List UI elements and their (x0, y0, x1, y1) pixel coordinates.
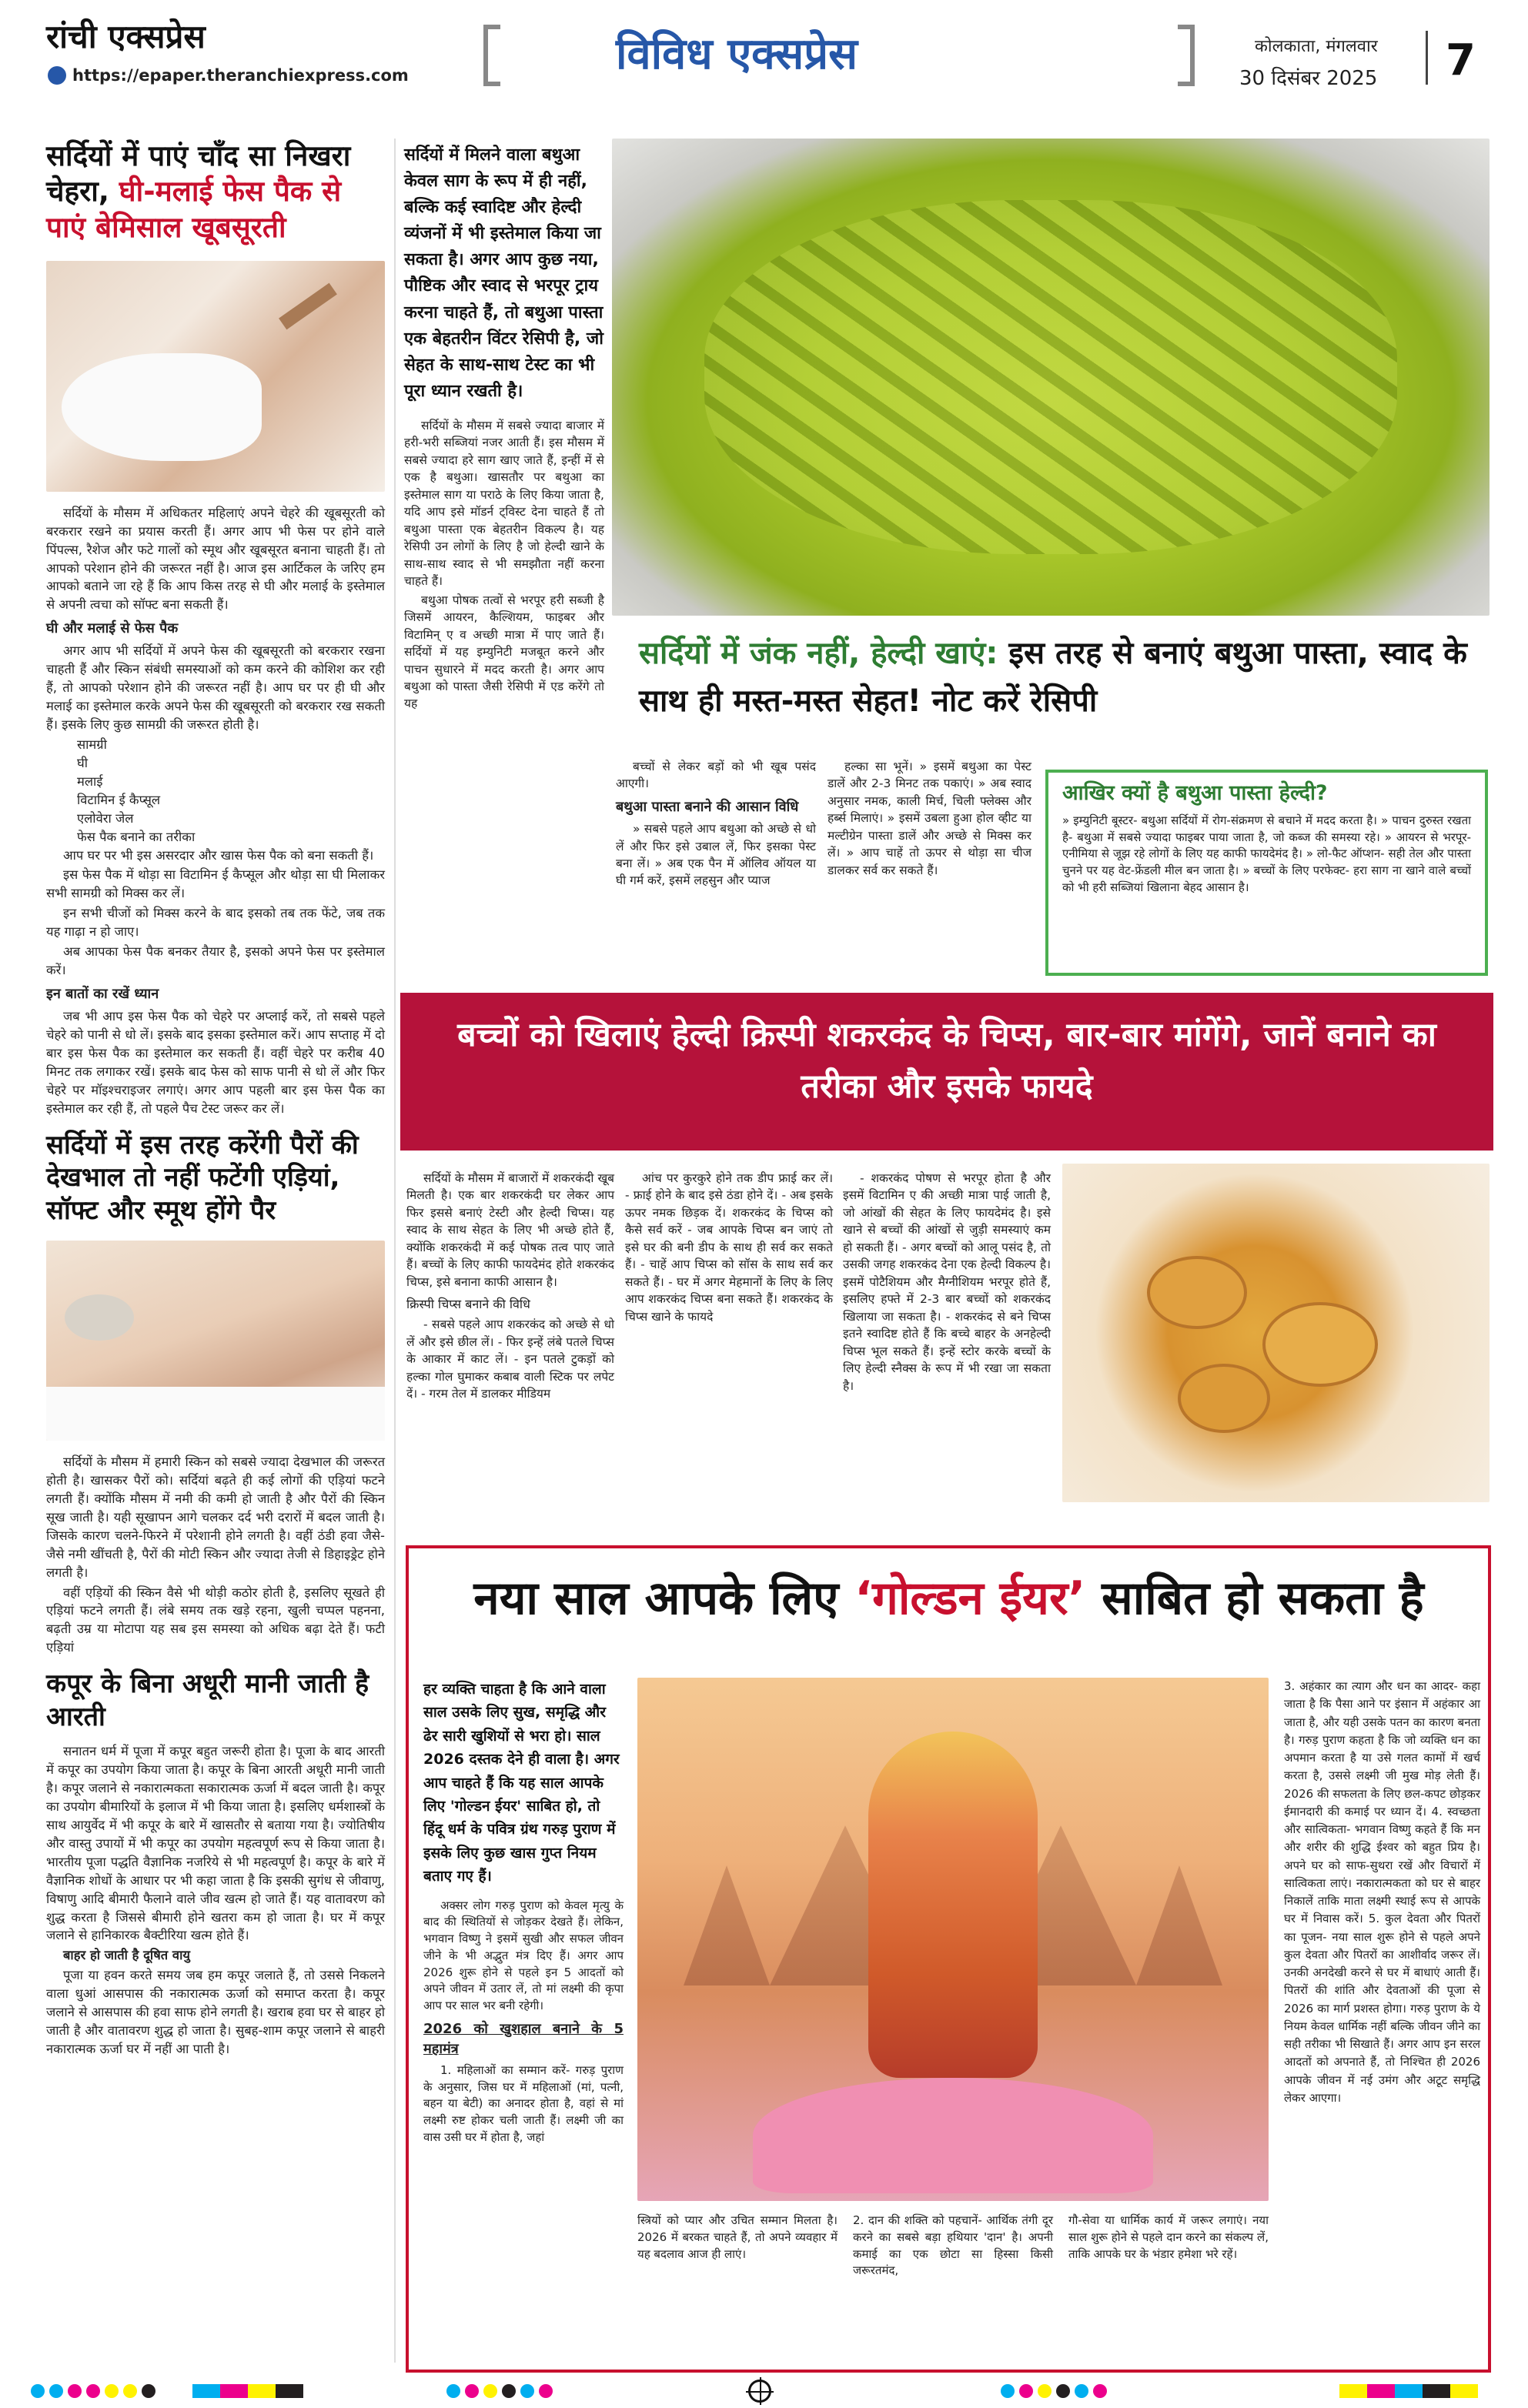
chips-col1-sub: क्रिस्पी चिप्स बनाने की विधि (406, 1297, 530, 1312)
ingredient-item: विटामिन ई कैप्सूल (77, 792, 161, 807)
feet-photo-stones (65, 1294, 134, 1341)
chips-col3-para: - शकरकंद पोषण से भरपूर होता है और इसमें विटामिन ए की अच्छी मात्रा पाई जाती है, जो आंखों की सेहत के लिए फायदेमंद है। इसे खाने से बच्चों की आंखों से जुड़ी समस्याएं कम हो सकती हैं। - अगर बच्चों को आलू पसंद है, तो उसकी जगह शकरकंद देना एक हेल्दी विकल्प है। इसमें पोटैशियम और मैग्नीशियम भरपूर होते हैं, इसलिए हफ्ते में 2-3 बार बच्चों को शकरकंद खिलाया जा सकता है। - शकरकंद से बने चिप्स इतने स्वादिष्ट होते हैं कि बच्चे बाहर के अनहेल्दी चिप्स भूल सकते हैं। इन्हें स्टोर करके बच्चों के लिए हेल्दी स्नैक्स के रूप में भी रखा जा सकता है। (843, 1171, 1051, 1393)
ingredient-item: एलोवेरा जेल (77, 810, 134, 826)
page-divider (1426, 31, 1428, 85)
kapoor-body (46, 1742, 385, 2059)
lakshmi-photo (637, 1678, 1269, 2201)
bathua-lead: सर्दियों में मिलने वाला बथुआ केवल साग के रूप में ही नहीं, बल्कि कई स्वादिष्ट और हेल्दी व्यंजनों में भी इस्तेमाल किया जा सकता है। अगर आप कुछ नया, पौष्टिक और स्वाद से भरपूर ट्राय करना चाहते हैं, तो बथुआ पास्ता एक बेहतरीन विंटर रेसिपी है, जो सेहत के साथ-साथ टेस्ट का भी पूरा ध्यान रखती है। (404, 145, 604, 401)
face-pack-ingredients (46, 736, 385, 847)
new-year-left-column (423, 1678, 624, 2148)
ingredient-item: फेस पैक बनाने का तरीका (77, 829, 196, 844)
chips-col2-para: आंच पर कुरकुरे होने तक डीप फ्राई कर लें। - फ्राई होने के बाद इसे ठंडा होने दें। - अब इसके ऊपर नमक छिड़क दें। शकरकंद के चिप्स को कैसे सर्व करें - जब आपके चिप्स बन जाएं तो इसे घर की बनी डीप के साथ ही सर्व कर सकते हैं। - चाहें आप चिप्स को सॉस के साथ सर्व कर सकते हैं। - घर में अगर मेहमानों के लिए के लिए आप शकरकंद चिप्स बना सकते हैं। शकरकंद के चिप्स खाने के फायदे (625, 1171, 833, 1324)
chips-photo-chip (1178, 1364, 1270, 1433)
new-year-sub: 2026 को खुशहाल बनाने के 5 महामंत्र (423, 2020, 624, 2057)
face-pack-photo (46, 261, 385, 492)
chips-photo-chip (1262, 1302, 1378, 1387)
face-pack-para5: अब आपका फेस पैक बनकर तैयार है, इसको अपने फेस पर इस्तेमाल करें। (46, 944, 385, 978)
ingredient-item: घी (77, 755, 89, 770)
face-pack-photo-towel (62, 353, 262, 461)
chips-col1-para: सर्दियों के मौसम में बाजारों में शकरकंदी खूब मिलती है। एक बार शकरकंदी घर लेकर आप फिर इससे बनाएं टेस्टी और हेल्दी चिप्स। यह स्वाद के साथ सेहत के लिए भी अच्छे होते हैं, क्योंकि शकरकंदी में कई पोषक तत्व पाए जाते हैं। बच्चों के लिए काफी फायदेमंद होते शकरकंद चिप्स, इसे बनाना काफी आसान है। (406, 1171, 614, 1289)
bathua-pasta-texture (704, 200, 1397, 554)
masthead-bracket-left (483, 25, 500, 86)
kapoor-headline: कपूर के बिना अधूरी मानी जाती है आरती (46, 1668, 369, 1732)
registration-mark-icon (748, 2380, 771, 2403)
footer-color-dots-right (1001, 2384, 1112, 2401)
page-number: 7 (1446, 35, 1476, 85)
footer-color-dots-left (31, 2384, 160, 2401)
masthead-url[interactable]: https://epaper.theranchiexpress.com (72, 66, 409, 85)
lakshmi-photo-lotus (753, 2078, 1153, 2193)
bathua-col2-steps: » सबसे पहले आप बथुआ को अच्छे से धो लें और फिर इसे उबाल लें, फिर इसका पेस्ट बना लें। » अब एक पैन में ऑलिव ऑयल या घी गर्म करें, इसमें लहसुन और प्याज (616, 822, 816, 888)
face-pack-headline (46, 139, 385, 245)
chips-photo-chip (1147, 1256, 1247, 1329)
chips-photo (1062, 1164, 1490, 1502)
new-year-body (423, 1898, 624, 2146)
new-year-headline-b: ‘गोल्डन ईयर’ (854, 1571, 1086, 1625)
feet-headline: सर्दियों में इस तरह करेंगी पैरों की देखभाल तो नहीं फटेंगी एड़ियां, सॉफ्ट और स्मूथ होंगे पैर (46, 1129, 359, 1226)
bathua-col2-para: बच्चों से लेकर बड़ों को भी खूब पसंद आएगी। (616, 760, 816, 791)
footer-color-dots-center (446, 2384, 557, 2401)
bathua-para1: सर्दियों के मौसम में सबसे ज्यादा बाजार में हरी-भरी सब्जियां नजर आती हैं। इस मौसम में सबसे ज्यादा हरे साग खाए जाते हैं, इन्हीं में से एक है बथुआ। खासतौर पर बथुआ का इस्तेमाल साग या पराठे के लिए किया जाता है, यदि आप इसे मॉडर्न ट्विस्ट देना चाहते हैं तो बथुआ पास्ता एक बेहतरीन विकल्प है। यह रेसिपी उन लोगों के लिए है जो हेल्दी खाने के साथ-साथ स्वाद से भी समझौता नहीं करना चाहते हैं। (404, 418, 604, 589)
section-title: विविध एक्सप्रेस (616, 29, 858, 79)
issue-date: 30 दिसंबर 2025 (1239, 67, 1378, 90)
masthead-bracket-right (1178, 25, 1195, 86)
ingredient-item: मलाई (77, 773, 103, 789)
bathua-pasta-photo (612, 139, 1490, 616)
bathua-box-text: » इम्युनिटी बूस्टर- बथुआ सर्दियों में रोग-संक्रमण से बचाने में मदद करता है। » पाचन दुरुस्त रखता है- बथुआ में सबसे ज्यादा फाइबर पाया जाता है, जो कब्ज की समस्या रहे। » आयरन से भरपूर- एनीमिया से जूझ रहे लोगों के लिए यह काफी फायदेमंद है। » लो-फैट ऑप्शन- सही तेल और पास्ता चुनने पर यह वेट-फ्रेंडली मील बन जाता है। » बच्चों के लिए परफेक्ट- हरा साग ना खाने वाले बच्चों को भी हरी सब्जियां खिलाना बेहद आसान है। (1062, 813, 1471, 894)
bathua-box-title: आखिर क्यों है बथुआ पास्ता हेल्दी? (1062, 781, 1328, 805)
feet-para2: वहीं एड़ियों की स्किन वैसे भी थोड़ी कठोर होती है, इसलिए सूखते ही एड़ियां फटने लगती हैं। लंबे समय तक खड़े रहना, खुली चप्पल पहनना, बढ़ती उम्र या मोटापा यह सब इस समस्या को अधिक बढ़ा देते हैं। फटी एड़ियां (46, 1585, 385, 1655)
face-pack-sub2: इन बातों का रखें ध्यान (46, 985, 159, 1002)
bathua-health-box (1045, 770, 1488, 976)
chips-col3 (843, 1170, 1051, 1396)
new-year-lead: हर व्यक्ति चाहता है कि आने वाला साल उसके लिए सुख, समृद्धि और ढेर सारी खुशियों से भरा हो। साल 2026 दस्तक देने ही वाला है। अगर आप चाहते हैं कि यह साल आपके लिए 'गोल्डन ईयर' साबित हो, तो हिंदू धर्म के पवित्र ग्रंथ गरुड़ पुराण में इसके लिए कुछ खास गुप्त नियम बताए गए हैं। (423, 1681, 620, 1885)
bathua-col2 (616, 758, 816, 891)
new-year-para1: अक्सर लोग गरुड़ पुराण को केवल मृत्यु के बाद की स्थितियों से जोड़कर देखते हैं। लेकिन, भगवान विष्णु ने इसमें सुखी और सफल जीवन जीने के भी अद्भुत मंत्र दिए हैं। अगर आप 2026 शुरू होने से पहले इन 5 आदतों को अपने जीवन में उतार लें, तो मां लक्ष्मी की कृपा आप पर साल भर बनी रहेगी। (423, 1898, 624, 2013)
face-pack-headline-red: घी-मलाई फेस पैक से पाएं बेमिसाल खूबसूरती (46, 175, 342, 244)
new-year-headline-c: साबित हो सकता है (1085, 1571, 1424, 1625)
bathua-col3-steps: हल्का सा भूनें। » इसमें बथुआ का पेस्ट डालें और 2-3 मिनट तक पकाएं। » अब स्वाद अनुसार नमक, काली मिर्च, चिली फ्लेक्स और हर्ब्स मिलाएं। » इसमें उबला हुआ होल व्हीट या मल्टीग्रेन पास्ता डालें और अच्छे से मिक्स कर लें। » आप चाहें तो ऊपर से थोड़ा सा चीज डालकर सर्व कर सकते हैं। (828, 760, 1031, 877)
bathua-lead-column (404, 142, 604, 958)
face-pack-body (46, 504, 385, 1118)
bathua-para2: बथुआ पोषक तत्वों से भरपूर हरी सब्जी है जिसमें आयरन, कैल्शियम, फाइबर और विटामिन् ए व अच्छी मात्रा में पाए जाते हैं। सर्दियों में यह इम्युनिटी मजबूत करने और पाचन सुधारने में मदद करती है। अगर आप बथुआ को पास्ता जैसी रेसिपी में एड करेंगे तो यह (404, 593, 604, 711)
chips-col1 (406, 1170, 614, 1404)
new-year-headline-a: नया साल आपके लिए (473, 1571, 855, 1625)
face-pack-para1: अगर आप भी सर्दियों में अपने फेस की खूबसूरती को बरकरार रखना चाहती हैं और स्किन संबंधी समस्याओं को कम करने की कोशिश कर रही हैं, तो आपको परेशान होने की जरूरत नहीं है। आप घर पर ही घी और मलाई का इस्तेमाल करके अपने फेस की खूबसूरती को बरकरार रख सकती हैं। इसके लिए कुछ सामग्री की जरूरत होती है। (46, 643, 385, 733)
new-year-para2: 1. महिलाओं का सम्मान करें- गरुड़ पुराण के अनुसार, जिस घर में महिलाओं (मां, पत्नी, बहन या बेटी) का अनादर होता है, वहां से मां लक्ष्मी रुष्ट होकर चली जाती हैं। लक्ष्मी जी का वास उसी घर में होता है, जहां (423, 2062, 624, 2144)
kapoor-para2: बाहर हो जाती है दूषित वायु (63, 1948, 190, 1963)
masthead-logo: रांची एक्सप्रेस (46, 18, 206, 55)
feet-photo (46, 1241, 385, 1441)
lakshmi-photo-figure (868, 1732, 1038, 2078)
city-day: कोलकाता, मंगलवार (1255, 37, 1378, 56)
chips-col1-steps: - सबसे पहले आप शकरकंद को अच्छे से धो लें और इसे छील लें। - फिर इन्हें लंबे पतले चिप्स के आकार में काट लें। - इन पतले टुकड़ों को हल्का गोल घुमाकर कबाब वाली स्टिक पर लपेट दें। - गरम तेल में डालकर मीडियम (406, 1318, 614, 1401)
new-year-bottom3: गौ-सेवा या धार्मिक कार्य में जरूर लगाएं। नया साल शुरू होने से पहले दान करने का संकल्प लें, ताकि आपके घर के भंडार हमेशा भरे रहें। (1068, 2213, 1269, 2261)
masthead (0, 0, 1528, 100)
face-pack-para3: इस फेस पैक में थोड़ा सा विटामिन ई कैप्सूल और थोड़ा सा घी मिलाकर सभी सामग्री को मिक्स कर लें। (46, 867, 385, 901)
face-pack-para2: आप घर पर भी इस असरदार और खास फेस पैक को बना सकती हैं। (63, 847, 374, 863)
bathua-body-col1 (404, 417, 604, 713)
face-pack-para6: जब भी आप इस फेस पैक को चेहरे पर अप्लाई करें, तो सबसे पहले चेहरे को पानी से धो लें। इसके बाद इसका इस्तेमाल करें। आप सप्ताह में दो बार इस फेस पैक का इस्तेमाल कर सकती हैं। वहीं चेहरे पर करीब 40 मिनट तक लगाकर रखें। इसके बाद फेस को साफ पानी से धो लें और फिर चेहरे पर मॉइश्चराइजर लगाएं। अगर आप पहली बार इस फेस पैक का इस्तेमाल कर रही हैं, तो पहले पैच टेस्ट जरूर कर लें। (46, 1009, 385, 1116)
bathua-headline-green: सर्दियों में जंक नहीं, हेल्दी खाएं: (639, 636, 998, 671)
kapoor-para3: पूजा या हवन करते समय जब हम कपूर जलाते हैं, तो उससे निकलने वाला धुआं आसपास की नकारात्मक ऊर्जा को समाप्त करता है। कपूर जलाने से आसपास की हवा साफ होने लगती है। खराब हवा घर से बाहर हो जाती है और वातावरण शुद्ध हो जाता है। सुबह-शाम कपूर जलाने से बाहरी नकारात्मक ऊर्जा घर में नहीं आ पाती है। (46, 1968, 385, 2056)
chips-col2 (625, 1170, 833, 1327)
new-year-headline (416, 1570, 1482, 1628)
globe-icon (48, 66, 66, 85)
ingredient-item: सामग्री (77, 736, 107, 752)
footer-color-bars-left (192, 2384, 303, 2401)
bathua-col2-sub: बथुआ पास्ता बनाने की आसान विधि (616, 798, 799, 815)
feet-photo-towel (46, 1387, 385, 1441)
new-year-bottom2: 2. दान की शक्ति को पहचानें- आर्थिक तंगी दूर करने का सबसे बड़ा हथियार 'दान' है। अपनी कमाई का एक छोटा सा हिस्सा किसी जरूरतमंद, (853, 2213, 1053, 2278)
kapoor-para1: सनातन धर्म में पूजा में कपूर बहुत जरूरी होता है। पूजा के बाद आरती में कपूर का उपयोग किया जाता है। कपूर के बिना आरती अधूरी मानी जाती है। कपूर जलाने से नकारात्मकता सकारात्मक ऊर्जा में बदल जाती है। कपूर का उपयोग बीमारियों के इलाज में भी किया जाता है। इसलिए धर्मशास्त्रों के साथ आयुर्वेद में भी कपूर के बारे में खासतौर से बताया गया है। ज्योतिषीय और वास्तु उपायों में भी कपूर का उपयोग महत्वपूर्ण रूप से किया जाता है। भारतीय पूजा पद्धति वैज्ञानिक नजरिये से भी महत्वपूर्ण है। कपूर के बारे में वैज्ञानिक शोधों के आधार पर भी कहा जाता है कि इसकी सुगंध से जीवाणु, विषाणु आदि बीमारी फैलाने वाले जीव खत्म हो जाते हैं। यह वातावरण को शुद्ध करता है जिससे बीमारी होने खतरा कम हो जाता है। घर में कपूर जलाने से हानिकारक बैक्टीरिया खत्म होते हैं। (46, 1744, 385, 1943)
bathua-headline-black: इस तरह से बनाएं बथुआ पास्ता, स्वाद के साथ ही मस्त-मस्त सेहत! नोट करें रेसिपी (639, 636, 1467, 719)
bathua-headline (639, 630, 1493, 725)
new-year-right-column: 3. अहंकार का त्याग और धन का आदर- कहा जाता है कि पैसा आने पर इंसान में अहंकार आ जाता है, और यही उसके पतन का कारण बनता है। गरुड़ पुराण कहता है कि जो व्यक्ति धन का अपमान करता है या उसे गलत कामों में खर्च करता है, उससे लक्ष्मी जी मुख मोड़ लेती हैं। 2026 की सफलता के लिए छल-कपट छोड़कर ईमानदारी की कमाई पर ध्यान दें। 4. स्वच्छता और सात्विकता- भगवान विष्णु कहते हैं कि मन और शरीर की शुद्धि ईश्वर को बहुत प्रिय है। अपने घर को साफ-सुथरा रखें और विचारों में सात्विकता लाएं। नकारात्मकता को घर से बाहर निकालें ताकि माता लक्ष्मी स्थाई रूप से आपके घर में निवास करें। 5. कुल देवता और पितरों का पूजन- नया साल शुरू होने से पहले अपने कुल देवता और पितरों का आशीर्वाद जरूर लें। उनकी अनदेखी करने से घर में बाधाएं आती हैं। पितरों की शांति और देवताओं की पूजा से 2026 का मार्ग प्रशस्त होगा। गरुड़ पुराण के ये नियम केवल धार्मिक नहीं बल्कि जीवन जीने का सही तरीका भी सिखाते हैं। अगर आप इन सरल आदतों को अपनाते हैं, तो निश्चित ही 2026 आपके जीवन में नई उमंग और अटूट समृद्धि लेकर आएगा। (1284, 1679, 1480, 2105)
feet-body (46, 1453, 385, 1657)
face-pack-intro: सर्दियों के मौसम में अधिकतर महिलाएं अपने चेहरे की खूबसूरती को बरकरार रखने का प्रयास करती हैं। अगर आप भी फेस पर होने वाले पिंपल्स, रैशेज और फटे गालों को स्मूथ और खूबसूरत बनाना चाहती हैं। तो आपको परेशान होने की जरूरत नहीं है। आज इस आर्टिकल के जरिए हम आपको बताने जा रहे हैं कि आप किस तरह से घी और मलाई के इस्तेमाल से अपनी त्वचा को सॉफ्ट बना सकती हैं। (46, 505, 385, 613)
face-pack-para4: इन सभी चीजों को मिक्स करने के बाद इसको तब तक फेंटे, जब तक यह गाढ़ा न हो जाए। (46, 906, 385, 940)
new-year-bottom1: स्त्रियों को प्यार और उचित सम्मान मिलता है। 2026 में बरकत चाहते हैं, तो अपने व्यवहार में यह बदलाव आज ही लाएं। (637, 2213, 838, 2261)
column-divider (394, 139, 396, 2363)
face-pack-headline-black: सर्दियों में पाएं चाँद सा निखरा चेहरा, (46, 139, 351, 209)
face-pack-photo-brush (279, 282, 337, 329)
bathua-col3 (828, 758, 1031, 880)
footer-color-bars-right (1339, 2384, 1478, 2401)
feet-para1: सर्दियों के मौसम में हमारी स्किन को सबसे ज्यादा देखभाल की जरूरत होती है। खासकर पैरों को। सर्दियां बढ़ते ही कई लोगों की एड़ियां फटने लगती हैं। क्योंकि मौसम में नमी की कमी हो जाती है और पैरों की स्किन सूख जाती है। यही सूखापन आगे चलकर दर्द भरी दरारों में बदल जाती है। जिसके कारण चलने-फिरने में परेशानी होने लगती है। वहीं ठंडी हवा जैसे-जैसे नमी खींचती है, पैरों की मोटी स्किन और ज्यादा तेजी से डिहाइड्रेट होने लगती है। (46, 1454, 385, 1580)
face-pack-sub1: घी और मलाई से फेस पैक (46, 620, 179, 637)
left-column (46, 139, 385, 2386)
chips-banner: बच्चों को खिलाएं हेल्दी क्रिस्पी शकरकंद के चिप्स, बार-बार मांगेंगे, जानें बनाने का तरीका और इसके फायदे (400, 993, 1493, 1151)
